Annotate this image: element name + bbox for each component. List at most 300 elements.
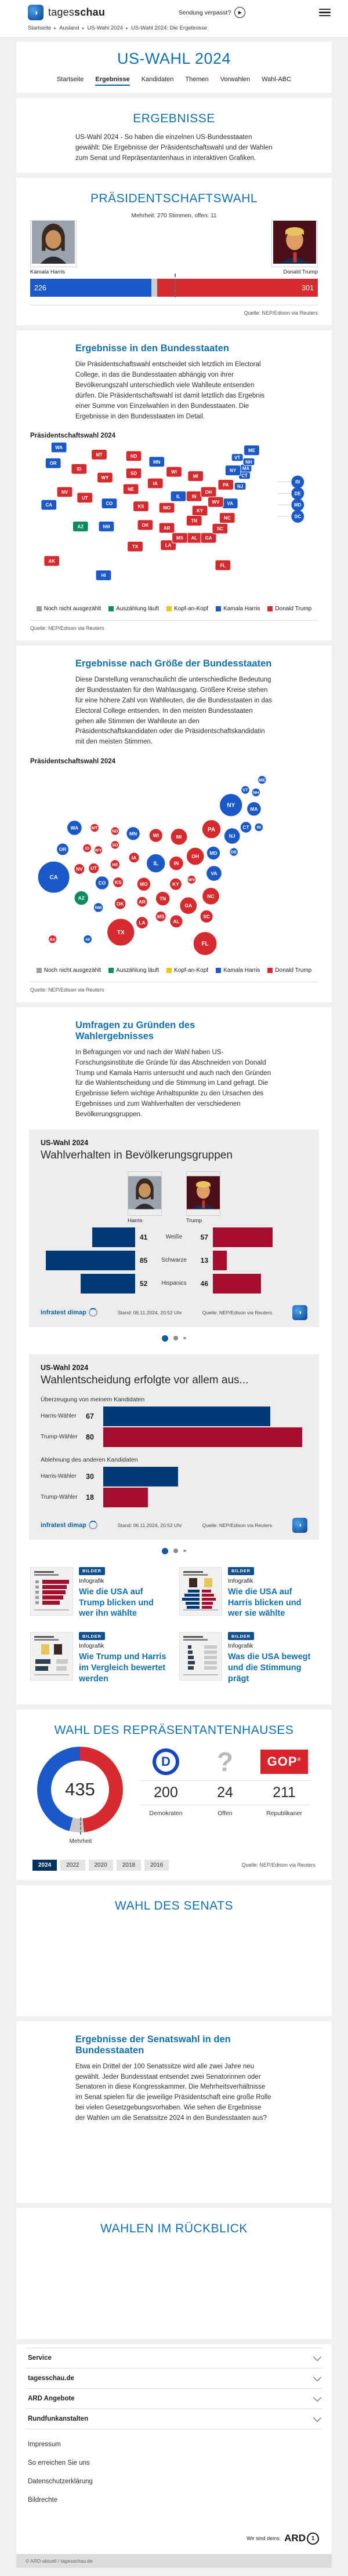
harris-label: Harris (128, 1217, 143, 1224)
bilder-badge: BILDER (228, 1567, 254, 1575)
bubble-label-MD: MD (209, 850, 217, 857)
open-seats: 24 (217, 1784, 233, 1801)
state-label-CA: CA (45, 502, 52, 508)
legend-label: Kopf-an-Kopf (174, 606, 209, 613)
source-note: Quelle: NEP/Edison via Reuters (241, 1862, 316, 1868)
decision-row (41, 1407, 307, 1426)
groesse-card (16, 646, 332, 1002)
state-label-IN: IN (191, 494, 197, 500)
ard-logo (26, 2509, 322, 2554)
voter-label: Harris-Wähler (41, 1413, 77, 1420)
demographics-row (41, 1249, 307, 1271)
legend-item (267, 606, 311, 612)
harris-photo (128, 1171, 162, 1216)
legend-item (216, 967, 260, 974)
header (0, 0, 348, 38)
senate-results-heading: Ergebnisse der Senatswahl in den Bundesstaaten (75, 2034, 231, 2056)
state-label-PA: PA (223, 482, 229, 488)
value-label: 30 (86, 1472, 94, 1481)
demographics-row (41, 1226, 307, 1248)
bubble-label-UT: UT (90, 865, 97, 872)
bubble-label-IA: IA (131, 854, 137, 861)
state-label-ME: ME (248, 448, 255, 454)
bubble-label-PA: PA (207, 826, 215, 833)
trump-mini (186, 1171, 220, 1224)
republicans-label: Republikaner (266, 1809, 302, 1817)
legend-label: Kamala Harris (223, 967, 260, 974)
footer (16, 2344, 332, 2554)
tab-startseite[interactable]: Startseite (56, 76, 84, 83)
stand-note: Stand: 06.11.2024, 20:52 Uhr (117, 1309, 182, 1316)
teaser-kicker: Infografik (79, 1577, 104, 1584)
trump-value: 57 (200, 1233, 208, 1241)
teaser-kicker: Infografik (79, 1642, 104, 1650)
value-bar (103, 1467, 178, 1486)
year-chip-2024[interactable]: 2024 (32, 1860, 57, 1871)
bubble-label-MT: MT (91, 825, 98, 831)
state-label-AZ: AZ (77, 524, 84, 530)
state-label-KY: KY (197, 508, 204, 514)
trump-value: 13 (200, 1256, 208, 1265)
state-label-NV: NV (61, 490, 68, 495)
carousel-dot-2[interactable] (173, 1336, 178, 1340)
state-label-OK: OK (142, 523, 149, 529)
breadcrumb (0, 24, 348, 38)
senate-results-text: Etwa ein Drittel der 100 Senatssitze wird alle zwei Jahre neu gewählt. Jeder Bundesstaat entsendet zwei Senatorinnen oder Senatoren in diese Kongresskammer. Die Mehrheitsverhältnisse im Senat spielen für die jeweilige Präsidentschaft eine große Rolle bei vielen Gesetzgebungsvorhaben. Wie sehen die Ergebnisse der Wahlen um die Senatssitze 2024 in den Bundesstaaten aus? (75, 2063, 271, 2122)
trump-bar (213, 1251, 227, 1270)
groesse-text: Diese Darstellung veranschaulicht die unterschiedliche Bedeutung der Bundesstaaten für den Wahlausgang. Größere Kreise stehen für eine höhere Zahl von Wahlleuten, die die Bundesstaaten in das Electoral College entsenden. In den meisten Bundesstaaten gehen alle Stimmen der Wahlleute an den Präsidentschaftskandidaten oder die Präsidentschaftskandidatin mit den meisten Stimmen. (75, 676, 273, 746)
teaser-kicker: Infografik (228, 1642, 253, 1650)
bubble-label-LA: LA (139, 920, 146, 926)
breadcrumb-item[interactable]: Ausland (59, 25, 79, 31)
state-label-MI: MI (193, 473, 198, 479)
voter-label: Trump-Wähler (41, 1494, 78, 1501)
ard-wordmark: ARD 1 (284, 2533, 319, 2545)
democrats-seats: 200 (154, 1784, 178, 1801)
accordion-label: ARD Angebote (28, 2395, 75, 2402)
state-label-KS: KS (137, 504, 144, 509)
legend-swatch (216, 968, 221, 973)
legend-label: Donald Trump (275, 967, 312, 974)
bubble-label-IN: IN (173, 860, 179, 866)
bubble-label-GA: GA (184, 902, 193, 909)
harris-bar (46, 1251, 135, 1270)
infographic-kicker: US-Wahl 2024 (41, 1138, 89, 1147)
bubble-label-ME: ME (259, 777, 266, 783)
bubble-chart-label: Präsidentschaftswahl 2024 (30, 758, 116, 765)
dimap-ring-icon (89, 1521, 97, 1529)
bubble-label-AZ: AZ (78, 895, 85, 901)
category-label: Hispanics (161, 1280, 187, 1287)
tab-themen[interactable]: Themen (185, 76, 209, 83)
breadcrumb-item[interactable]: US-Wahl 2024 (87, 25, 123, 31)
bubble-label-NJ: NJ (229, 833, 235, 839)
harris-bar (81, 1274, 135, 1294)
accordion-label: tagesschau.de (28, 2374, 74, 2382)
teaser-title[interactable]: Wie Trump und Harris im Vergleich bewertet werden (79, 1652, 166, 1684)
tagesschau-app-icon: ◑ (292, 1518, 307, 1533)
map-chart-label: Präsidentschaftswahl 2024 (30, 432, 116, 440)
house-stats (139, 1747, 311, 1817)
page-title: US-WAHL 2024 (117, 50, 231, 67)
sendung-verpasst-link[interactable] (179, 7, 245, 18)
teaser-title[interactable]: Wie die USA auf Harris blicken und wer sie wählte (228, 1587, 302, 1619)
bubble-label-RI: RI (256, 825, 262, 830)
year-chip-2020[interactable]: 2020 (89, 1860, 113, 1871)
legend-item (37, 606, 101, 612)
source-note: Quelle: NEP/Edison via Reuters (244, 310, 318, 316)
tagesschau-logo[interactable] (28, 5, 105, 20)
state-label-MT: MT (96, 452, 103, 458)
majority-marker (175, 274, 176, 297)
value-label: 67 (86, 1412, 94, 1420)
footer-accordion-rundfunkanstalten[interactable] (26, 2409, 322, 2429)
footer-accordion-tagesschaude[interactable] (26, 2369, 322, 2389)
group-label: Überzeugung von meinem Kandidaten (41, 1396, 145, 1403)
bubble-label-NH: NH (252, 789, 259, 795)
state-label-NY: NY (230, 468, 237, 473)
praesidentschaftswahl-card (16, 178, 332, 325)
state-label-RI: RI (295, 479, 300, 485)
trump-value: 46 (200, 1279, 208, 1288)
state-label-TN: TN (191, 518, 198, 524)
state-label-ID: ID (77, 467, 82, 472)
harris-value: 85 (140, 1256, 148, 1265)
year-chip-2022[interactable]: 2022 (60, 1860, 85, 1871)
chevron-down-icon (313, 2393, 321, 2402)
footer-link-soerreichensieuns[interactable]: So erreichen Sie uns (28, 2459, 90, 2466)
bubble-label-WY: WY (95, 847, 102, 853)
gop-logo-icon: GOP® (260, 1750, 309, 1774)
legend-swatch (37, 968, 42, 973)
bubble-label-ND: ND (111, 828, 118, 834)
legend-swatch (37, 606, 42, 611)
footer-link-bildrechte[interactable]: Bildrechte (28, 2496, 58, 2504)
state-label-UT: UT (81, 495, 88, 501)
trump-photo (186, 1171, 220, 1216)
state-label-MS: MS (176, 535, 183, 541)
bubble-label-HI: HI (85, 937, 90, 942)
legend-swatch (166, 968, 172, 973)
chevron-down-icon (313, 2353, 321, 2361)
ergebnisse-title: ERGEBNISSE (133, 112, 215, 125)
hamburger-menu-icon[interactable] (319, 9, 331, 17)
tagesschau-wordmark: tagesschau (48, 6, 106, 18)
state-label-WI: WI (171, 469, 177, 475)
house-total-seats: 435 (65, 1779, 95, 1799)
legend-item (108, 967, 159, 974)
bubble-label-TN: TN (160, 895, 166, 902)
state-label-AR: AR (163, 526, 171, 531)
legend-item (267, 967, 311, 974)
umfragen-card (16, 1007, 332, 1704)
state-label-CO: CO (106, 501, 113, 507)
teaser-item[interactable] (30, 1632, 169, 1685)
copyright-strip: © ARD-aktuell / tagesschau.de (16, 2554, 332, 2568)
state-label-SD: SD (130, 471, 137, 476)
footer-link-impressum[interactable]: Impressum (28, 2440, 61, 2448)
harris-candidate (30, 220, 77, 275)
chevron-down-icon (313, 2414, 321, 2422)
house-donut-chart (37, 1747, 124, 1845)
bubble-label-OH: OH (191, 853, 200, 859)
carousel-dot-1[interactable] (162, 1548, 168, 1554)
chevron-down-icon (313, 2373, 321, 2381)
bubble-label-MI: MI (176, 833, 182, 840)
demographics-row (41, 1273, 307, 1295)
value-bar (103, 1488, 148, 1507)
value-label: 18 (86, 1493, 94, 1502)
bubble-label-WV: WV (188, 877, 195, 883)
stand-note: Stand: 06.11.2024, 20:52 Uhr (117, 1522, 182, 1528)
source-note: Quelle: NEP/Edison via Reuters (30, 625, 104, 632)
sub-navigation (16, 76, 332, 86)
majority-label: Mehrheit (69, 1838, 92, 1845)
play-icon[interactable]: ▶ (234, 7, 245, 18)
source-note: Quelle: NEP/Edison via Reuters (202, 1309, 273, 1316)
state-label-AL: AL (191, 535, 198, 541)
trump-photo (271, 220, 318, 267)
bundesstaaten-heading: Ergebnisse in den Bundesstaaten (75, 343, 229, 354)
state-label-ND: ND (130, 454, 137, 460)
trump-bar (213, 1274, 261, 1294)
trump-name: Donald Trump (283, 269, 318, 276)
value-bar (103, 1427, 302, 1447)
state-label-VA: VA (227, 501, 233, 507)
accordion-label: Rundfunkanstalten (28, 2415, 89, 2422)
tab-ergebnisse[interactable]: Ergebnisse (95, 76, 129, 86)
bubble-label-KY: KY (172, 881, 179, 887)
bubble-label-SD: SD (112, 842, 118, 848)
state-label-CT: CT (241, 473, 248, 479)
carousel-dot-2[interactable] (173, 1548, 178, 1553)
teaser-item[interactable] (179, 1632, 318, 1685)
state-label-GA: GA (205, 535, 212, 541)
bubble-label-NC: NC (207, 893, 215, 899)
tab-vorwahlen[interactable]: Vorwahlen (220, 76, 251, 83)
evbar-segment-trump: 301 (157, 279, 318, 297)
legend-swatch (267, 606, 273, 611)
open-label: Offen (217, 1809, 233, 1817)
bubble-label-KS: KS (114, 879, 122, 886)
voter-label: Harris-Wähler (41, 1473, 77, 1480)
legend-swatch (216, 606, 221, 611)
ard-one-icon: 1 (307, 2533, 319, 2545)
bubble-label-CT: CT (242, 824, 249, 830)
bubble-label-TX: TX (117, 930, 125, 937)
bubble-label-AL: AL (173, 918, 180, 924)
state-label-WV: WV (212, 500, 220, 505)
group-label: Ablehnung des anderen Kandidaten (41, 1456, 138, 1463)
year-chip-2018[interactable]: 2018 (117, 1860, 141, 1871)
decision-row (41, 1467, 307, 1486)
state-label-MN: MN (153, 460, 161, 465)
decision-row (41, 1427, 307, 1447)
legend-label: Noch nicht ausgezählt (44, 967, 102, 974)
rueckblick-card (16, 2208, 332, 2339)
state-label-NM: NM (103, 524, 110, 530)
teaser-kicker: Infografik (228, 1577, 253, 1584)
infographic-title: Wahlverhalten in Bevölkerungsgruppen (41, 1149, 233, 1161)
bubble-label-MO: MO (140, 881, 148, 887)
year-selector (32, 1860, 169, 1871)
teaser-item[interactable] (179, 1567, 318, 1620)
senate-map-placeholder (30, 2124, 318, 2194)
tab-wahlabc[interactable]: Wahl-ABC (262, 76, 292, 83)
legend-item (166, 967, 208, 974)
majority-note: Mehrheit: 270 Stimmen, offen: 11 (131, 213, 217, 220)
umfragen-heading: Umfragen zu Gründen des Wahlergebnisses (75, 1020, 195, 1041)
state-label-IA: IA (153, 481, 158, 487)
bubble-label-NE: NE (112, 862, 118, 868)
legend-item (216, 606, 260, 612)
senate-card (16, 1885, 332, 2016)
legend-swatch (108, 968, 114, 973)
legend-item (108, 606, 159, 612)
year-chip-2016[interactable]: 2016 (144, 1860, 169, 1871)
accordion-label: Service (28, 2354, 52, 2362)
harris-name: Kamala Harris (30, 269, 66, 276)
state-label-NE: NE (128, 487, 135, 493)
bubble-label-DE: DE (230, 849, 237, 855)
state-label-HI: HI (101, 573, 106, 579)
value-bar (103, 1407, 270, 1426)
bubble-label-CA: CA (49, 875, 58, 881)
groesse-heading: Ergebnisse nach Größe der Bundesstaaten (75, 658, 272, 669)
demographics-bars (41, 1226, 307, 1295)
teaser-thumbnail (30, 1567, 73, 1616)
value-label: 80 (86, 1433, 94, 1441)
republicans-seats: 211 (273, 1784, 296, 1801)
teaser-item[interactable] (30, 1567, 169, 1620)
harris-value: 52 (140, 1279, 148, 1288)
source-note: Quelle: NEP/Edison via Reuters (202, 1522, 273, 1528)
bubble-label-SC: SC (203, 913, 210, 920)
bubble-label-ID: ID (85, 846, 89, 851)
trump-label: Trump (186, 1217, 202, 1224)
state-label-OH: OH (205, 490, 212, 495)
state-label-NC: NC (224, 515, 231, 521)
legend-swatch (108, 606, 114, 611)
harris-mini (128, 1171, 162, 1224)
harris-bar (92, 1227, 135, 1247)
bubble-label-FL: FL (201, 941, 209, 948)
breadcrumb-item[interactable]: Startseite (28, 25, 52, 31)
state-label-AK: AK (48, 559, 55, 564)
category-label: Schwarze (161, 1257, 187, 1264)
umfragen-text: In Befragungen vor und nach der Wahl haben US-Forschungsinstitute die Gründe für das Abschneiden von Donald Trump und Kamala Harris untersucht und auch nach den Gründen für die Wahlentscheidung und die Stimmung im Land gefragt. Die Ergebnisse liefern wichtige Anhaltspunkte zu den Ursachen des Ergebnisses und zum Wahlverhalten der verschiedenen Bevölkerungsgruppen. (75, 1049, 271, 1118)
bubble-label-OR: OR (59, 846, 67, 852)
infographic-kicker: US-Wahl 2024 (41, 1363, 89, 1372)
teaser-title[interactable]: Wie die USA auf Trump blicken und wer ihn wählte (79, 1587, 154, 1619)
tagesschau-app-icon: ◑ (292, 1305, 307, 1320)
ergebnisse-card (16, 98, 332, 173)
breadcrumb-item[interactable]: US-Wahl 2024: Die Ergebnisse (130, 25, 208, 31)
footer-accordion-service[interactable] (26, 2348, 322, 2369)
house-title: WAHL DES REPRÄSENTANTENHAUSES (54, 1723, 294, 1737)
infratest-dimap-logo: infratest dimap (41, 1308, 97, 1317)
us-states-bubble-map (30, 767, 318, 959)
bubble-label-AR: AR (138, 899, 146, 905)
infographic-title: Wahlentscheidung erfolgte vor allem aus... (41, 1373, 249, 1386)
footer-accordion-ardangebote[interactable] (26, 2389, 322, 2409)
bubble-label-IL: IL (153, 861, 159, 868)
legend-label: Kopf-an-Kopf (174, 967, 209, 974)
trump-bar (213, 1227, 273, 1247)
footer-link-datenschutzerklrung[interactable]: Datenschutzerklärung (28, 2477, 93, 2485)
bundesstaaten-text: Die Präsidentschaftswahl entscheidet sich letztlich im Electoral College, in das die Bundesstaaten abhängig von ihrer Bevölkerungszahl unterschiedlich viele Wahlleute entsenden dürfen. Die Präsidentschaftswahl ist damit letztlich das Ergebnis einer Summe von Einzelwahlen in den Bundesstaaten. Die Ergebnisse in den Bundesstaaten im Detail. (75, 361, 264, 420)
decision-bars (41, 1396, 307, 1507)
title-card (16, 42, 332, 93)
bubble-label-WI: WI (153, 832, 159, 839)
bubble-label-NM: NM (95, 905, 102, 910)
teaser-thumbnail (179, 1567, 222, 1616)
map-legend (30, 967, 318, 974)
state-label-NH: NH (245, 460, 252, 465)
state-label-MA: MA (242, 466, 250, 472)
legend-label: Noch nicht ausgezählt (44, 606, 102, 613)
breadcrumb-separator-icon: ▸ (125, 25, 128, 31)
bubble-label-VT: VT (242, 787, 248, 793)
legend-item (166, 606, 208, 612)
bubble-label-VA: VA (211, 870, 217, 877)
legend-label: Kamala Harris (223, 606, 260, 613)
carousel-dot-3[interactable] (183, 1550, 186, 1553)
category-label: Weiße (165, 1234, 183, 1241)
state-label-LA: LA (165, 542, 172, 548)
state-label-DE: DE (294, 491, 301, 497)
bubble-label-NV: NV (75, 866, 83, 872)
map-legend (30, 606, 318, 612)
state-label-WY: WY (101, 475, 109, 481)
state-label-VT: VT (234, 455, 241, 461)
footer-links (26, 2429, 322, 2509)
footer-accordions (26, 2348, 322, 2429)
carousel-dot-3[interactable] (183, 1337, 186, 1340)
bilder-badge: BILDER (228, 1632, 254, 1640)
state-label-OR: OR (49, 461, 57, 467)
electoral-college-bar (30, 279, 318, 297)
bilder-badge: BILDER (79, 1632, 105, 1640)
bubble-label-CO: CO (98, 880, 106, 886)
praesidentschaftswahl-title: PRÄSIDENTSCHAFTSWAHL (90, 192, 258, 206)
source-note: Quelle: NEP/Edison via Reuters (30, 987, 104, 993)
legend-label: Donald Trump (275, 606, 312, 613)
breadcrumb-separator-icon: ▸ (82, 25, 85, 31)
state-label-FL: FL (220, 563, 226, 569)
state-label-NJ: NJ (237, 484, 244, 490)
senate-placeholder (30, 1920, 318, 2007)
ard-tagline: Wir sind deins. (246, 2535, 281, 2542)
majority-marker (80, 1817, 81, 1835)
state-label-WA: WA (55, 445, 63, 451)
bubble-label-AK: AK (49, 937, 56, 942)
ergebnisse-text: US-Wahl 2024 - So haben die einzelnen US-Bundesstaaten gewählt: Die Ergebnisse der Präsidentschaftswahl und der Wahlen zum Senat und Repräsentantenhaus in interaktiven Grafiken. (75, 134, 273, 162)
legend-item (37, 967, 101, 974)
democrats-logo-icon: D (153, 1748, 179, 1775)
carousel-dots (23, 1327, 325, 1345)
infratest-dimap-logo: infratest dimap (41, 1521, 97, 1529)
state-label-TX: TX (132, 544, 139, 550)
bubble-label-WA: WA (70, 825, 79, 831)
tab-kandidaten[interactable]: Kandidaten (141, 76, 174, 83)
bubble-label-MA: MA (250, 806, 258, 812)
infographic-decision (29, 1354, 319, 1540)
harris-value: 41 (140, 1233, 148, 1241)
house-card (16, 1710, 332, 1880)
carousel-dot-1[interactable] (162, 1335, 168, 1342)
teaser-title[interactable]: Was die USA bewegt und die Stimmung prägt (228, 1652, 311, 1684)
